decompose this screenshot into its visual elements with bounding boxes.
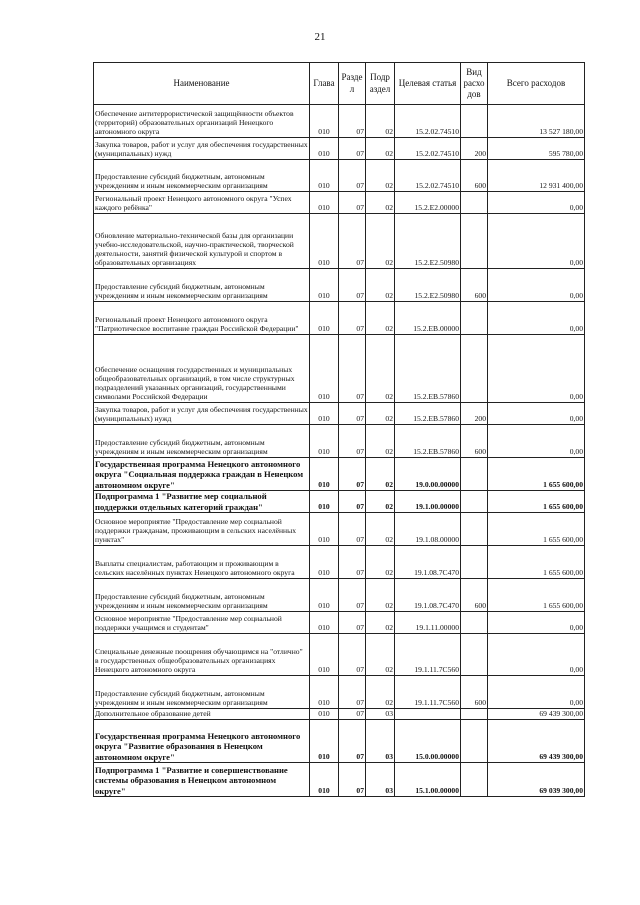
page-number: 21	[314, 31, 326, 43]
cell-target-article: 15.2.02.74510	[395, 160, 461, 192]
cell-target-article: 15.2.02.74510	[395, 105, 461, 138]
cell-chapter: 010	[310, 105, 339, 138]
cell-subsection: 02	[366, 214, 395, 269]
table-row	[94, 709, 585, 720]
header-section: Разде л	[339, 63, 366, 105]
cell-chapter: 010	[310, 763, 339, 797]
cell-total: 0,00	[488, 676, 585, 709]
cell-section: 07	[339, 403, 366, 425]
cell-expense-type: 200	[461, 138, 488, 160]
cell-target-article: 19.1.08.00000	[395, 513, 461, 546]
table-row	[94, 612, 585, 634]
cell-name: Обеспечение оснащения государственных и муниципальных общеобразовательных организаций, в том числе структурных подразделений указанных организаций, государственными символами Российской Федерации	[94, 335, 310, 403]
cell-name: Предоставление субсидий бюджетным, автономным учреждениям и иным некоммерческим организациям	[94, 579, 310, 612]
cell-name: Закупка товаров, работ и услуг для обеспечения государственных (муниципальных) нужд	[94, 403, 310, 425]
table-row	[94, 720, 585, 763]
cell-target-article: 15.2.EB.00000	[395, 302, 461, 335]
cell-chapter: 010	[310, 160, 339, 192]
cell-target-article: 19.1.08.7С470	[395, 546, 461, 579]
cell-expense-type	[461, 192, 488, 214]
cell-expense-type	[461, 612, 488, 634]
cell-total: 0,00	[488, 214, 585, 269]
cell-chapter: 010	[310, 138, 339, 160]
cell-expense-type	[461, 491, 488, 513]
cell-target-article: 19.1.11.00000	[395, 612, 461, 634]
table-row	[94, 425, 585, 458]
cell-subsection: 03	[366, 720, 395, 763]
cell-section: 07	[339, 763, 366, 797]
cell-section: 07	[339, 160, 366, 192]
cell-name: Выплаты специалистам, работающим и проживающим в сельских населённых пунктах Ненецкого автономного округа	[94, 546, 310, 579]
table-row	[94, 676, 585, 709]
cell-subsection: 02	[366, 634, 395, 676]
cell-chapter: 010	[310, 214, 339, 269]
cell-section: 07	[339, 513, 366, 546]
cell-section: 07	[339, 709, 366, 720]
cell-section: 07	[339, 634, 366, 676]
cell-subsection: 02	[366, 612, 395, 634]
cell-chapter: 010	[310, 192, 339, 214]
cell-subsection: 03	[366, 763, 395, 797]
cell-target-article	[395, 709, 461, 720]
table-row	[94, 160, 585, 192]
table-row	[94, 403, 585, 425]
cell-expense-type	[461, 513, 488, 546]
cell-target-article: 19.1.11.7С560	[395, 634, 461, 676]
cell-chapter: 010	[310, 302, 339, 335]
cell-total: 1 655 600,00	[488, 546, 585, 579]
cell-chapter: 010	[310, 612, 339, 634]
table-row	[94, 763, 585, 797]
cell-section: 07	[339, 214, 366, 269]
header-total: Всего расходов	[488, 63, 585, 105]
cell-subsection: 02	[366, 491, 395, 513]
cell-chapter: 010	[310, 458, 339, 491]
table-row	[94, 513, 585, 546]
cell-subsection: 02	[366, 160, 395, 192]
cell-target-article: 19.0.00.00000	[395, 458, 461, 491]
cell-subsection: 02	[366, 513, 395, 546]
cell-chapter: 010	[310, 720, 339, 763]
cell-name: Региональный проект Ненецкого автономного округа "Успех каждого ребёнка"	[94, 192, 310, 214]
cell-chapter: 010	[310, 546, 339, 579]
cell-expense-type: 600	[461, 579, 488, 612]
cell-name: Закупка товаров, работ и услуг для обеспечения государственных (муниципальных) нужд	[94, 138, 310, 160]
cell-expense-type	[461, 546, 488, 579]
cell-name: Предоставление субсидий бюджетным, автономным учреждениям и иным некоммерческим организациям	[94, 160, 310, 192]
cell-chapter: 010	[310, 709, 339, 720]
cell-total: 1 655 600,00	[488, 579, 585, 612]
cell-target-article: 15.2.EB.57860	[395, 403, 461, 425]
cell-chapter: 010	[310, 634, 339, 676]
cell-subsection: 03	[366, 709, 395, 720]
cell-subsection: 02	[366, 676, 395, 709]
cell-expense-type: 600	[461, 269, 488, 302]
cell-name: Предоставление субсидий бюджетным, автономным учреждениям и иным некоммерческим организациям	[94, 676, 310, 709]
cell-section: 07	[339, 546, 366, 579]
cell-subsection: 02	[366, 425, 395, 458]
cell-section: 07	[339, 335, 366, 403]
cell-name: Основное мероприятие "Предоставление мер социальной поддержки гражданам, проживающим в сельских населённых пунктах"	[94, 513, 310, 546]
table-row	[94, 579, 585, 612]
cell-subsection: 02	[366, 403, 395, 425]
table-row	[94, 214, 585, 269]
cell-total: 0,00	[488, 192, 585, 214]
cell-name: Подпрограмма 1 "Развитие и совершенствование системы образования в Ненецком автономном округе"	[94, 763, 310, 797]
cell-chapter: 010	[310, 579, 339, 612]
cell-chapter: 010	[310, 403, 339, 425]
table-header-row	[94, 63, 585, 105]
cell-target-article: 15.2.02.74510	[395, 138, 461, 160]
cell-total: 0,00	[488, 612, 585, 634]
cell-subsection: 02	[366, 546, 395, 579]
cell-target-article: 15.2.E2.00000	[395, 192, 461, 214]
cell-subsection: 02	[366, 458, 395, 491]
table-row	[94, 634, 585, 676]
cell-name: Подпрограмма 1 "Развитие мер социальной поддержки отдельных категорий граждан"	[94, 491, 310, 513]
cell-expense-type: 600	[461, 425, 488, 458]
table-row	[94, 458, 585, 491]
cell-section: 07	[339, 425, 366, 458]
cell-chapter: 010	[310, 491, 339, 513]
cell-target-article: 15.2.EB.57860	[395, 425, 461, 458]
cell-expense-type: 600	[461, 160, 488, 192]
cell-section: 07	[339, 720, 366, 763]
cell-total: 13 527 180,00	[488, 105, 585, 138]
cell-total: 69 039 300,00	[488, 763, 585, 797]
cell-section: 07	[339, 192, 366, 214]
cell-expense-type	[461, 763, 488, 797]
cell-total: 12 931 400,00	[488, 160, 585, 192]
budget-table	[93, 62, 585, 797]
table-row	[94, 269, 585, 302]
cell-total: 0,00	[488, 269, 585, 302]
cell-target-article: 15.1.00.00000	[395, 763, 461, 797]
cell-expense-type	[461, 214, 488, 269]
cell-expense-type	[461, 335, 488, 403]
table-row	[94, 491, 585, 513]
cell-subsection: 02	[366, 579, 395, 612]
cell-section: 07	[339, 105, 366, 138]
header-expense-type: Вид расхо дов	[461, 63, 488, 105]
cell-expense-type	[461, 458, 488, 491]
cell-subsection: 02	[366, 269, 395, 302]
cell-expense-type	[461, 105, 488, 138]
cell-target-article: 19.1.11.7С560	[395, 676, 461, 709]
cell-expense-type	[461, 709, 488, 720]
header-subsection: Подр аздел	[366, 63, 395, 105]
cell-name: Государственная программа Ненецкого автономного округа "Развитие образования в Ненецком автономном округе"	[94, 720, 310, 763]
cell-subsection: 02	[366, 138, 395, 160]
table-row	[94, 546, 585, 579]
cell-subsection: 02	[366, 105, 395, 138]
cell-total: 0,00	[488, 335, 585, 403]
cell-subsection: 02	[366, 335, 395, 403]
cell-name: Основное мероприятие "Предоставление мер социальной поддержки учащимся и студентам"	[94, 612, 310, 634]
cell-expense-type: 200	[461, 403, 488, 425]
cell-expense-type	[461, 720, 488, 763]
table-row	[94, 138, 585, 160]
cell-name: Специальные денежные поощрения обучающимся на "отлично" в государственных общеобразовательных организациях Ненецкого автономного округа	[94, 634, 310, 676]
cell-name: Региональный проект Ненецкого автономного округа "Патриотическое воспитание граждан Российской Федерации"	[94, 302, 310, 335]
cell-name: Предоставление субсидий бюджетным, автономным учреждениям и иным некоммерческим организациям	[94, 269, 310, 302]
table-row	[94, 302, 585, 335]
cell-section: 07	[339, 458, 366, 491]
cell-total: 1 655 600,00	[488, 513, 585, 546]
header-name: Наименование	[94, 63, 310, 105]
cell-section: 07	[339, 269, 366, 302]
cell-name: Предоставление субсидий бюджетным, автономным учреждениям и иным некоммерческим организациям	[94, 425, 310, 458]
cell-expense-type: 600	[461, 676, 488, 709]
cell-chapter: 010	[310, 335, 339, 403]
cell-target-article: 15.2.E2.50980	[395, 269, 461, 302]
cell-name: Дополнительное образование детей	[94, 709, 310, 720]
header-target-article: Целевая статья	[395, 63, 461, 105]
header-chapter: Глава	[310, 63, 339, 105]
cell-target-article: 19.1.08.7С470	[395, 579, 461, 612]
cell-total: 1 655 600,00	[488, 458, 585, 491]
cell-total: 0,00	[488, 403, 585, 425]
cell-chapter: 010	[310, 425, 339, 458]
table-row	[94, 192, 585, 214]
cell-target-article: 15.0.00.00000	[395, 720, 461, 763]
cell-total: 0,00	[488, 634, 585, 676]
cell-target-article: 19.1.00.00000	[395, 491, 461, 513]
cell-section: 07	[339, 138, 366, 160]
cell-section: 07	[339, 491, 366, 513]
cell-name: Государственная программа Ненецкого автономного округа "Социальная поддержка граждан в Ненецком автономном округе"	[94, 458, 310, 491]
cell-expense-type	[461, 634, 488, 676]
cell-expense-type	[461, 302, 488, 335]
cell-total: 69 439 300,00	[488, 720, 585, 763]
cell-section: 07	[339, 579, 366, 612]
cell-chapter: 010	[310, 269, 339, 302]
cell-section: 07	[339, 302, 366, 335]
table-row	[94, 105, 585, 138]
cell-total: 1 655 600,00	[488, 491, 585, 513]
cell-target-article: 15.2.EB.57860	[395, 335, 461, 403]
cell-section: 07	[339, 612, 366, 634]
cell-name: Обновление материально-технической базы для организации учебно-исследовательской, научно-практической, творческой деятельности, занятий физической культурой и спортом в образовательных организациях	[94, 214, 310, 269]
cell-chapter: 010	[310, 676, 339, 709]
cell-name: Обеспечение антитеррористической защищённости объектов (территорий) образовательных организаций Ненецкого автономного округа	[94, 105, 310, 138]
cell-total: 595 780,00	[488, 138, 585, 160]
cell-target-article: 15.2.E2.50980	[395, 214, 461, 269]
cell-subsection: 02	[366, 192, 395, 214]
cell-total: 0,00	[488, 302, 585, 335]
cell-section: 07	[339, 676, 366, 709]
cell-subsection: 02	[366, 302, 395, 335]
cell-total: 0,00	[488, 425, 585, 458]
table-row	[94, 335, 585, 403]
cell-total: 69 439 300,00	[488, 709, 585, 720]
cell-chapter: 010	[310, 513, 339, 546]
